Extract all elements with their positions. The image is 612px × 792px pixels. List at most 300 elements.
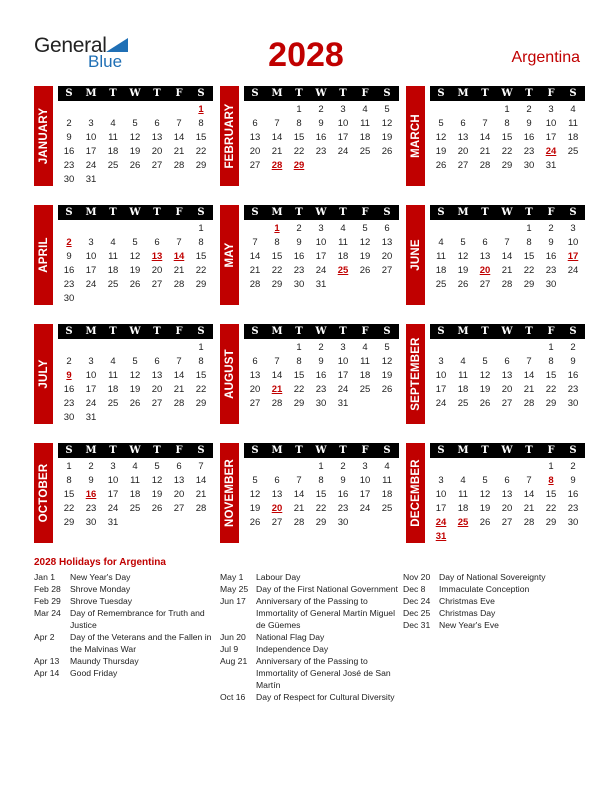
calendar-day: 20: [249, 384, 261, 395]
calendar-day: 5: [132, 118, 138, 129]
calendar-day: 17: [315, 251, 327, 262]
calendar-day: 9: [318, 118, 324, 129]
weekday-label: M: [271, 445, 283, 456]
calendar-day: 20: [501, 503, 513, 514]
holiday-day: 21: [271, 384, 283, 395]
weekday-label: M: [85, 445, 97, 456]
month-august: [220, 324, 398, 424]
weekday-label: S: [383, 88, 391, 99]
calendar-day: 17: [359, 489, 371, 500]
calendar-day: 30: [567, 398, 579, 409]
calendar-day: 19: [381, 132, 393, 143]
calendar-day: 4: [110, 118, 116, 129]
calendar-day: 6: [482, 237, 488, 248]
calendar-day: 14: [293, 489, 305, 500]
weekday-label: S: [65, 88, 73, 99]
calendar-day: 28: [195, 503, 207, 514]
holiday-date: Apr 2: [34, 632, 55, 642]
weekday-label: S: [197, 207, 205, 218]
holiday-date: Dec 25: [403, 608, 431, 618]
weekday-label: T: [481, 207, 489, 218]
calendar-day: 8: [548, 356, 554, 367]
calendar-day: 22: [523, 265, 535, 276]
calendar-day: 21: [249, 265, 261, 276]
calendar-day: 20: [151, 384, 163, 395]
calendar-day: 20: [173, 489, 185, 500]
weekday-label: M: [85, 326, 97, 337]
calendar-day: 2: [526, 104, 532, 115]
calendar-day: 12: [479, 489, 491, 500]
calendar-day: 6: [176, 461, 182, 472]
calendar-day: 23: [63, 279, 75, 290]
calendar-day: 16: [63, 146, 75, 157]
calendar-day: 18: [567, 132, 579, 143]
day-grid: [244, 103, 399, 187]
calendar-day: 12: [359, 237, 371, 248]
holiday-item: [220, 571, 400, 583]
weekday-label: F: [361, 88, 369, 99]
calendar-day: 8: [198, 356, 204, 367]
weekday-label: F: [361, 445, 369, 456]
calendar-day: 16: [523, 132, 535, 143]
calendar-day: 11: [108, 370, 118, 381]
calendar-day: 27: [501, 517, 513, 528]
calendar-day: 30: [567, 517, 579, 528]
calendar-day: 12: [479, 370, 491, 381]
calendar-day: 13: [381, 237, 393, 248]
calendar-day: 17: [545, 132, 557, 143]
weekday-label: M: [457, 445, 469, 456]
calendar-day: 10: [85, 251, 97, 262]
logo-triangle-icon: [106, 38, 128, 52]
day-grid: [244, 460, 399, 544]
calendar-day: 18: [381, 489, 393, 500]
weekday-label: S: [65, 326, 73, 337]
holiday-column: [220, 571, 400, 703]
calendar-day: 9: [340, 475, 346, 486]
calendar-day: 19: [359, 251, 371, 262]
calendar-day: 10: [315, 237, 327, 248]
holiday-date: Aug 21: [220, 656, 248, 666]
weekday-label: S: [383, 445, 391, 456]
holiday-date: Feb 28: [34, 584, 61, 594]
calendar-day: 4: [362, 342, 368, 353]
holiday-date: Nov 20: [403, 572, 431, 582]
month-label: [220, 205, 239, 305]
weekday-label: F: [547, 207, 555, 218]
weekday-label: W: [129, 88, 141, 99]
calendar-day: 29: [315, 517, 327, 528]
calendar-day: 14: [195, 475, 207, 486]
month-name: JANUARY: [37, 107, 50, 165]
holiday-column: [34, 571, 214, 679]
holiday-date: Oct 16: [220, 692, 246, 702]
calendar-day: 3: [438, 475, 444, 486]
calendar-day: 23: [63, 398, 75, 409]
month-label: [34, 86, 53, 186]
calendar-day: 10: [545, 118, 557, 129]
weekday-label: W: [129, 326, 141, 337]
calendar-day: 27: [479, 279, 491, 290]
calendar-day: 29: [195, 160, 207, 171]
weekday-label: T: [339, 445, 347, 456]
calendar-day: 2: [66, 356, 72, 367]
calendar-day: 15: [315, 489, 327, 500]
calendar-day: 27: [501, 398, 513, 409]
calendar-day: 7: [274, 118, 280, 129]
calendar-day: 8: [66, 475, 72, 486]
calendar-day: 25: [381, 503, 393, 514]
holiday-name: Day of National Sovereignty: [439, 572, 546, 582]
month-label: [406, 443, 425, 543]
calendar-day: 15: [195, 251, 207, 262]
weekday-label: T: [339, 207, 347, 218]
calendar-day: 26: [129, 398, 141, 409]
calendar-day: 12: [435, 132, 447, 143]
weekday-header: [244, 86, 399, 101]
calendar-day: 18: [129, 489, 141, 500]
calendar-day: 24: [567, 265, 579, 276]
month-label: [406, 205, 425, 305]
calendar-day: 7: [274, 356, 280, 367]
calendar-day: 5: [482, 356, 488, 367]
weekday-label: T: [481, 326, 489, 337]
calendar-day: 7: [176, 356, 182, 367]
weekday-label: S: [437, 88, 445, 99]
weekday-label: S: [569, 326, 577, 337]
weekday-label: T: [339, 326, 347, 337]
calendar-day: 24: [107, 503, 119, 514]
calendar-day: 29: [545, 517, 557, 528]
holiday-item: [220, 691, 400, 703]
calendar-day: 16: [63, 265, 75, 276]
weekday-label: T: [525, 207, 533, 218]
month-label: [406, 324, 425, 424]
calendar-day: 11: [568, 118, 578, 129]
holiday-date: Dec 31: [403, 620, 431, 630]
calendar-day: 18: [107, 146, 119, 157]
calendar-day: 17: [85, 146, 97, 157]
weekday-label: T: [339, 88, 347, 99]
weekday-label: W: [501, 207, 513, 218]
calendar-day: 24: [315, 265, 327, 276]
calendar-day: 6: [154, 237, 160, 248]
calendar-day: 30: [63, 412, 75, 423]
month-name: AUGUST: [223, 349, 236, 399]
calendar-day: 26: [129, 160, 141, 171]
calendar-day: 20: [151, 146, 163, 157]
calendar-day: 17: [85, 384, 97, 395]
calendar-day: 25: [129, 503, 141, 514]
weekday-label: F: [175, 445, 183, 456]
calendar-day: 14: [249, 251, 261, 262]
calendar-day: 21: [479, 146, 491, 157]
weekday-label: T: [153, 207, 161, 218]
calendar-day: 12: [129, 251, 141, 262]
calendar-day: 4: [110, 356, 116, 367]
month-name: NOVEMBER: [223, 458, 236, 528]
weekday-label: T: [295, 207, 303, 218]
calendar-day: 16: [63, 384, 75, 395]
weekday-label: W: [501, 88, 513, 99]
calendar-day: 1: [296, 104, 302, 115]
calendar-day: 6: [504, 475, 510, 486]
calendar-day: 1: [296, 342, 302, 353]
calendar-day: 6: [274, 475, 280, 486]
weekday-label: S: [569, 445, 577, 456]
weekday-label: F: [547, 88, 555, 99]
calendar-day: 9: [318, 356, 324, 367]
calendar-day: 31: [107, 517, 119, 528]
weekday-label: W: [129, 207, 141, 218]
calendar-day: 9: [296, 237, 302, 248]
calendar-day: 24: [85, 398, 97, 409]
calendar-day: 23: [567, 384, 579, 395]
holiday-date: Apr 14: [34, 668, 60, 678]
calendar-day: 1: [198, 223, 204, 234]
weekday-label: T: [481, 88, 489, 99]
calendar-day: 15: [523, 251, 535, 262]
holiday-day: 20: [479, 265, 491, 276]
weekday-label: M: [457, 88, 469, 99]
calendar-day: 6: [252, 118, 258, 129]
calendar-day: 27: [151, 398, 163, 409]
holiday-name: Day of Respect for Cultural Diversity: [256, 692, 395, 702]
holiday-day: 1: [198, 104, 204, 115]
month-name: OCTOBER: [37, 463, 50, 523]
calendar-day: 6: [460, 118, 466, 129]
calendar-day: 15: [271, 251, 283, 262]
calendar-day: 21: [523, 384, 535, 395]
holiday-name: Anniversary of the Passing to Immortality of General José de San Martín: [256, 656, 391, 690]
calendar-day: 22: [545, 384, 557, 395]
calendar-day: 12: [129, 132, 141, 143]
calendar-day: 20: [151, 265, 163, 276]
weekday-header: [430, 324, 585, 339]
calendar-day: 11: [382, 475, 392, 486]
calendar-day: 16: [293, 251, 305, 262]
calendar-day: 1: [66, 461, 72, 472]
calendar-day: 28: [173, 398, 185, 409]
calendar-day: 26: [151, 503, 163, 514]
calendar-day: 26: [381, 384, 393, 395]
calendar-day: 29: [195, 279, 207, 290]
day-grid: [430, 460, 585, 544]
weekday-label: M: [271, 326, 283, 337]
calendar-day: 17: [85, 265, 97, 276]
calendar-day: 22: [195, 384, 207, 395]
weekday-label: F: [361, 207, 369, 218]
calendar-day: 11: [458, 370, 468, 381]
calendar-day: 3: [570, 223, 576, 234]
calendar-day: 26: [381, 146, 393, 157]
month-september: [406, 324, 584, 424]
weekday-label: S: [197, 445, 205, 456]
calendar-day: 27: [249, 398, 261, 409]
calendar-day: 30: [523, 160, 535, 171]
calendar-day: 29: [501, 160, 513, 171]
weekday-header: [58, 443, 213, 458]
calendar-day: 12: [151, 475, 163, 486]
calendar-day: 22: [195, 265, 207, 276]
holiday-name: Shrove Monday: [70, 584, 131, 594]
calendar-day: 3: [88, 356, 94, 367]
month-label: [220, 324, 239, 424]
calendar-day: 27: [271, 517, 283, 528]
calendar-day: 22: [271, 265, 283, 276]
holiday-item: [403, 571, 583, 583]
calendar-day: 10: [567, 237, 579, 248]
calendar-day: 5: [482, 475, 488, 486]
calendar-day: 17: [107, 489, 119, 500]
calendar-day: 14: [173, 132, 185, 143]
calendar-day: 11: [338, 237, 348, 248]
calendar-day: 8: [198, 118, 204, 129]
calendar-day: 14: [501, 251, 513, 262]
calendar-day: 1: [548, 461, 554, 472]
holiday-date: Apr 13: [34, 656, 60, 666]
calendar-day: 9: [66, 251, 72, 262]
calendar-day: 21: [195, 489, 207, 500]
calendar-day: 5: [132, 237, 138, 248]
calendar-day: 16: [315, 370, 327, 381]
calendar-day: 16: [567, 489, 579, 500]
calendar-day: 4: [132, 461, 138, 472]
calendar-day: 15: [545, 489, 557, 500]
calendar-day: 11: [458, 489, 468, 500]
holiday-item: [220, 583, 400, 595]
calendar-day: 18: [435, 265, 447, 276]
calendar-day: 3: [340, 104, 346, 115]
calendar-day: 22: [545, 503, 557, 514]
month-name: APRIL: [37, 237, 50, 273]
calendar-year: 2028: [268, 36, 344, 74]
holiday-day: 20: [271, 503, 283, 514]
calendar-day: 17: [337, 132, 349, 143]
holiday-date: Dec 24: [403, 596, 431, 606]
calendar-day: 14: [523, 489, 535, 500]
calendar-day: 4: [110, 237, 116, 248]
holidays-title: 2028 Holidays for Argentina: [34, 557, 166, 568]
calendar-day: 28: [523, 398, 535, 409]
holiday-day: 1: [274, 223, 280, 234]
calendar-day: 22: [293, 146, 305, 157]
month-name: JULY: [37, 359, 50, 389]
calendar-day: 13: [151, 132, 163, 143]
holiday-day: 8: [548, 475, 554, 486]
weekday-label: M: [271, 88, 283, 99]
calendar-day: 24: [435, 398, 447, 409]
holiday-name: Day of the First National Government: [256, 584, 398, 594]
holiday-day: 28: [271, 160, 283, 171]
calendar-day: 8: [198, 237, 204, 248]
calendar-day: 2: [340, 461, 346, 472]
calendar-day: 3: [318, 223, 324, 234]
weekday-label: T: [153, 88, 161, 99]
day-grid: [58, 341, 213, 425]
calendar-day: 31: [545, 160, 557, 171]
calendar-day: 25: [567, 146, 579, 157]
holiday-date: Feb 29: [34, 596, 61, 606]
weekday-header: [430, 86, 585, 101]
weekday-label: W: [501, 326, 513, 337]
calendar-day: 26: [129, 279, 141, 290]
weekday-label: S: [197, 326, 205, 337]
day-grid: [244, 222, 399, 306]
calendar-day: 11: [360, 356, 370, 367]
calendar-day: 2: [88, 461, 94, 472]
calendar-day: 22: [293, 384, 305, 395]
day-grid: [430, 341, 585, 425]
calendar-day: 22: [315, 503, 327, 514]
calendar-day: 4: [384, 461, 390, 472]
calendar-day: 18: [107, 384, 119, 395]
calendar-day: 31: [337, 398, 349, 409]
holiday-item: [403, 607, 583, 619]
weekday-label: T: [295, 326, 303, 337]
calendar-day: 29: [545, 398, 557, 409]
calendar-day: 20: [381, 251, 393, 262]
calendar-day: 7: [296, 475, 302, 486]
calendar-day: 10: [435, 489, 447, 500]
logo-blue-text: Blue: [88, 52, 123, 71]
holiday-day: 13: [151, 251, 163, 262]
holiday-date: Jul 9: [220, 644, 239, 654]
calendar-day: 3: [88, 237, 94, 248]
calendar-day: 14: [271, 370, 283, 381]
calendar-day: 7: [176, 118, 182, 129]
calendar-day: 16: [545, 251, 557, 262]
calendar-day: 6: [252, 356, 258, 367]
calendar-day: 21: [501, 265, 513, 276]
calendar-day: 1: [548, 342, 554, 353]
weekday-label: M: [271, 207, 283, 218]
month-march: [406, 86, 584, 186]
holiday-item: [34, 583, 214, 595]
holiday-date: Jan 1: [34, 572, 56, 582]
holiday-day: 16: [85, 489, 97, 500]
weekday-label: S: [197, 88, 205, 99]
day-grid: [58, 460, 213, 544]
holiday-name: Labour Day: [256, 572, 301, 582]
calendar-day: 4: [570, 104, 576, 115]
calendar-day: 6: [154, 118, 160, 129]
calendar-day: 10: [85, 370, 97, 381]
calendar-day: 29: [271, 279, 283, 290]
day-grid: [430, 103, 585, 187]
holiday-item: [34, 607, 214, 631]
calendar-day: 19: [129, 146, 141, 157]
calendar-day: 14: [173, 370, 185, 381]
weekday-label: F: [547, 445, 555, 456]
weekday-header: [58, 205, 213, 220]
calendar-day: 26: [249, 517, 261, 528]
calendar-day: 5: [252, 475, 258, 486]
calendar-day: 18: [457, 503, 469, 514]
calendar-day: 5: [384, 104, 390, 115]
holiday-name: Christmas Day: [439, 608, 496, 618]
calendar-day: 12: [381, 118, 393, 129]
weekday-label: S: [251, 326, 259, 337]
weekday-label: F: [361, 326, 369, 337]
holiday-name: Shrove Tuesday: [70, 596, 133, 606]
holiday-name: Day of the Veterans and the Fallen in the Malvinas War: [70, 632, 212, 654]
calendar-day: 28: [173, 279, 185, 290]
holiday-name: Day of Remembrance for Truth and Justice: [70, 608, 205, 630]
calendar-day: 2: [570, 461, 576, 472]
calendar-day: 13: [249, 132, 261, 143]
calendar-day: 15: [195, 370, 207, 381]
